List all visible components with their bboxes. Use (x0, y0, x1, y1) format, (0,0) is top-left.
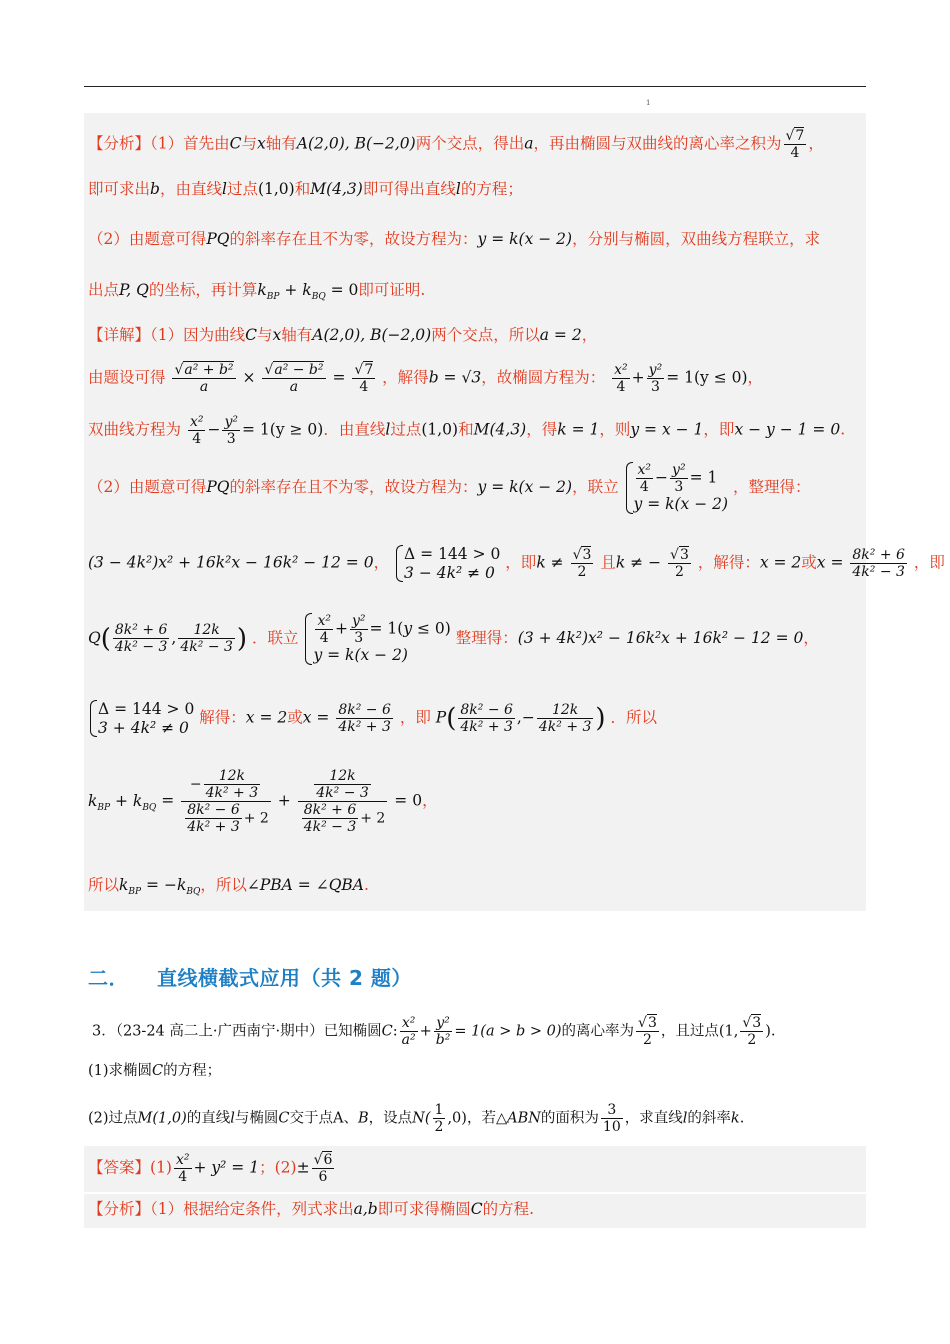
analysis-line-1: 【分析】（1）首先由C与x轴有A(2,0), B(−2,0)两个交点，得出a，再由椭圆与双曲线的离心率之积为 $\frac{√7}{4}$ ， (88, 128, 824, 162)
header-rule (84, 86, 866, 87)
analysis-line-4: 出点P, Q的坐标，再计算$k_{BP} + k_{BQ} = 0$即可证明. (88, 281, 426, 303)
system-brace-4: Δ = 144 > 0 3 + 4k² ≠ 0 (88, 700, 194, 737)
analysis-line-3: （2）由题意可得PQ的斜率存在且不为零，故设方程为：y = k(x − 2)，分别与椭圆，双曲线方程联立，求 (88, 230, 821, 248)
answer-line: 【答案】(1) $\frac{\text{x²}}{4}$ + y² = 1；(2)± $\frac{√6}{6}$ (88, 1152, 333, 1186)
detail-line-2: 由题设可得 $\frac{\text{√a² + b²}}{a}$ × $\frac{\text{√a² − b²}}{a}$ = $\frac{√7}{4}$ ，解得b = √3，故椭圆方程为： $\frac{\text{x²}}{4}$ + $\frac{\text{y²}}{3}$ = 1(y ≤ 0)， (88, 362, 764, 396)
system-brace-3: $\frac{\text{x²}}{4}$ + $\frac{\text{y²}}{3}$ = 1(y ≤ 0) y = k(x − 2) (303, 613, 450, 665)
detail-line-9: 所以$k_{BP} = -k_{BQ}$，所以∠PBA = ∠QBA. (88, 876, 369, 898)
analysis-line-2: 即可求出b，由直线l过点(1,0)和M(4,3)即可得出直线l的方程； (88, 180, 523, 198)
detail-line-3: 双曲线方程为 $\frac{\text{x²}}{4}$ − $\frac{\text{y²}}{3}$ = 1(y ≥ 0)．由直线l过点(1,0)和M(4,3)，得k = 1，则y = x − 1，即x − y − 1 = 0. (88, 414, 846, 448)
complex-fraction-1: − $\frac{12k}{\text{4k² + 3}}$ $\frac{\text{8k² − 6}}{\text{4k² + 3}}$ + 2 (181, 768, 271, 835)
detail-line-8: $k_{BP} + k_{BQ}$ = − $\frac{12k}{\text{4k² + 3}}$ $\frac{\text{8k² − 6}}{\text{4k² + 3}}$ + 2 + $\frac{12k}{\text{4k² − 3}}$ $\frac{\text{8k² + 6}}{\text{4k² − 3}}$ + 2 = 0， (88, 768, 438, 836)
section-heading: 二． 直线横截式应用（共 2 题） (88, 966, 412, 990)
detail-line-1: 【详解】（1）因为曲线C与x轴有A(2,0), B(−2,0)两个交点，所以a = 2， (88, 326, 598, 344)
question-3-stem: 3．（23-24 高二上·广西南宁·期中）已知椭圆C: $\frac{\text{x²}}{\text{a²}}$ + $\frac{\text{y²}}{\text{b²}}$ = 1(a > b > 0)的离心率为 $\frac{√3}{2}$ ，且过点(1, $\frac{√3}{2}$ ). (92, 1015, 776, 1049)
detail-line-6: Q( $\frac{\text{8k² + 6}}{\text{4k² − 3}}$ , $\frac{12k}{\text{4k² − 3}}$ ) ．联立 $\frac{\text{x²}}{4}$ + $\frac{\text{y²}}{3}$ = 1(y ≤ 0) y = k(x − 2) 整理得：(3 + 4k²)x² − 16k²x + 16k² − 12 = 0， (88, 613, 819, 665)
question-3-part-2: (2)过点M(1,0)的直线l与椭圆C交于点A、B，设点N( $\frac{1}{2}$ ,0)，若△ABN的面积为 $\frac{3}{10}$ ，求直线l的斜率k. (88, 1102, 745, 1136)
fraction-sqrt7-4: $\frac{√7}{4}$ (785, 128, 805, 162)
detail-line-4: （2）由题意可得PQ的斜率存在且不为零，故设方程为：y = k(x − 2)，联立 $\frac{\text{x²}}{4}$ − $\frac{\text{y²}}{3}$ = 1 y = k(x − 2) ，整理得： (88, 462, 811, 514)
analysis-2-line: 【分析】（1）根据给定条件，列式求出a,b即可求得椭圆C的方程. (88, 1200, 535, 1218)
page-tick: 1 (646, 99, 651, 107)
detail-line-7: Δ = 144 > 0 3 + 4k² ≠ 0 解得：x = 2或x = $\frac{\text{8k² − 6}}{\text{4k² + 3}}$ ，即 P( $\frac{\text{8k² − 6}}{\text{4k² + 3}}$ ,− $\frac{12k}{\text{4k² + 3}}$ ) ．所以 (88, 700, 657, 737)
system-brace-1: $\frac{\text{x²}}{4}$ − $\frac{\text{y²}}{3}$ = 1 y = k(x − 2) (624, 462, 729, 514)
system-brace-2: Δ = 144 > 0 3 − 4k² ≠ 0 (394, 545, 500, 582)
complex-fraction-2: $\frac{12k}{\text{4k² − 3}}$ $\frac{\text{8k² + 6}}{\text{4k² − 3}}$ + 2 (298, 768, 388, 835)
question-3-part-1: (1)求椭圆C的方程； (88, 1063, 222, 1079)
detail-line-5: (3 − 4k²)x² + 16k²x − 16k² − 12 = 0， Δ = 144 > 0 3 − 4k² ≠ 0 ，即k ≠ $\frac{√3}{2}$ 且k ≠ − $\frac{√3}{2}$ ，解得：x = 2或x = $\frac{\text{8k² + 6}}{\text{4k² − 3}}$ ，即 (88, 545, 945, 582)
